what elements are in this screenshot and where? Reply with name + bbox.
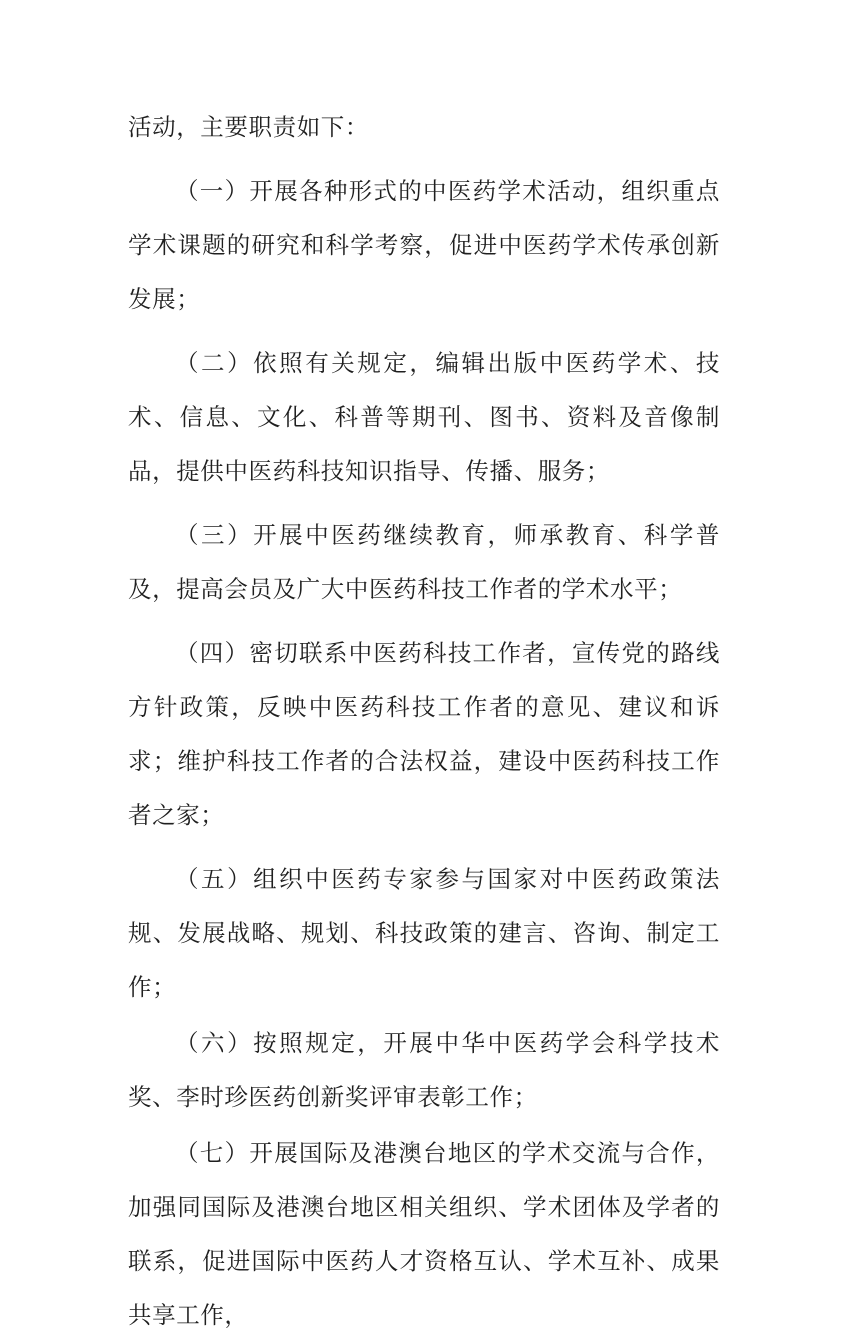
paragraph-item-3: （三）开展中医药继续教育，师承教育、科学普及，提高会员及广大中医药科技工作者的学术水平； [128, 521, 720, 603]
paragraph-item-6: （六）按照规定，开展中华中医药学会科学技术奖、李时珍医药创新奖评审表彰工作； [128, 1029, 720, 1111]
paragraph-item-2: （二）依照有关规定，编辑出版中医药学术、技术、信息、文化、科普等期刊、图书、资料及音像制品，提供中医药科技知识指导、传播、服务； [128, 349, 720, 485]
paragraph-item-1: （一）开展各种形式的中医药学术活动，组织重点学术课题的研究和科学考察，促进中医药学术传承创新发展； [128, 177, 720, 313]
paragraph-item-7: （七）开展国际及港澳台地区的学术交流与合作，加强同国际及港澳台地区相关组织、学术团体及学者的联系，促进国际中医药人才资格互认、学术互补、成果共享工作， [128, 1139, 720, 1329]
paragraph-item-4: （四）密切联系中医药科技工作者，宣传党的路线方针政策，反映中医药科技工作者的意见、建议和诉求；维护科技工作者的合法权益，建设中医药科技工作者之家； [128, 639, 720, 829]
paragraph-item-5: （五）组织中医药专家参与国家对中医药政策法规、发展战略、规划、科技政策的建言、咨询、制定工作； [128, 865, 720, 1001]
paragraph-lead-in: 活动，主要职责如下： [128, 113, 369, 141]
document-body [128, 100, 720, 1342]
